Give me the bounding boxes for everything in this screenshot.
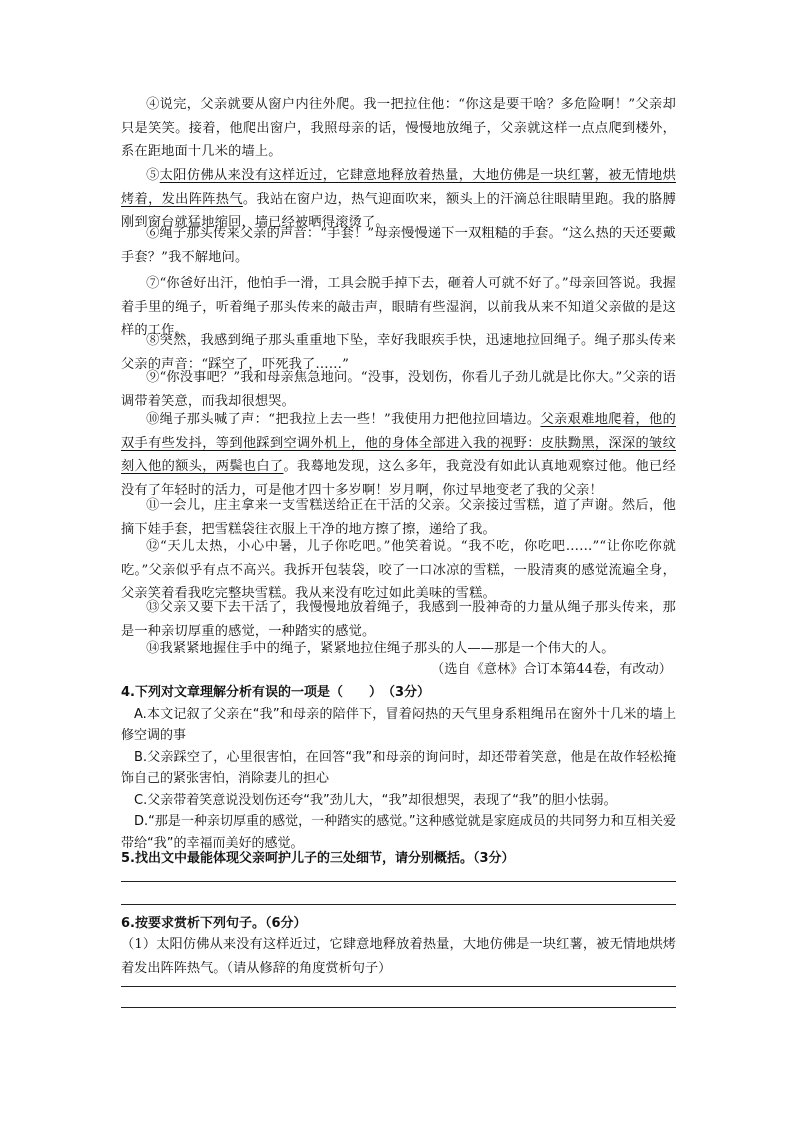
paragraph-10-lead: ⑩绳子那头喊了声：“把我拉上去一些！”我使用力把他拉回墙边。	[146, 412, 541, 427]
question-4-option-a: A.本文记叙了父亲在“我”和母亲的陪伴下，冒着闷热的天气里身系粗绳吊在窗外十几米的墙上修空调的事	[121, 706, 676, 743]
answer-line[interactable]	[121, 904, 676, 905]
paragraph-11-text: ⑪一会儿，庄主拿来一支雪糕送给正在干活的父亲。父亲接过雪糕，道了声谢。然后，他摘下娃手套，把雪糕袋往衣服上干净的地方擦了擦，递给了我。	[121, 498, 676, 537]
question-6-sub-1: （1）太阳仿佛从来没有这样近过，它肆意地释放着热量，大地仿佛是一块红薯，被无情地烘烤着发出阵阵热气。（请从修辞的角度赏析句子）	[121, 937, 676, 976]
paragraph-14-text: ⑭我紧紧地握住手中的绳子，紧紧地拉住绳子那头的人——那是一个伟大的人。	[146, 641, 615, 656]
paragraph-12	[121, 535, 676, 606]
question-4-option-c: C.父亲带着笑意说没划伤还夸“我”劲儿大，“我”却很想哭，表现了“我”的胆小怯弱。	[134, 792, 617, 808]
question-4-option-b: B.父亲踩空了，心里很害怕，在回答“我”和母亲的询问时，却还带着笑意，他是在故作轻松掩饰自己的紧张害怕，消除妻儿的担心	[121, 749, 676, 786]
answer-line[interactable]	[121, 1007, 676, 1008]
paragraph-8-text: ⑧突然，我感到绳子那头重重地下坠，幸好我眼疾手快，迅速地拉回绳子。绳子那头传来父亲的声音：“踩空了，吓死我了……”	[121, 333, 676, 372]
paragraph-10	[121, 408, 676, 502]
paragraph-12-text: ⑫“天儿太热，小心中暑，儿子你吃吧。”他笑着说。“我不吃，你吃吧……”“让你吃你就吃。”父亲似乎有点不高兴。我拆开包装袋，咬了一口冰凉的雪糕，一股清爽的感觉流遍全身，父亲笑着看我吃完整块雪糕。我从来没有吃过如此美味的雪糕。	[121, 539, 676, 601]
paragraph-4-text: ④说完，父亲就要从窗户内往外爬。我一把拉住他：“你这是要干啥？多危险啊！”父亲却只是笑笑。接着，他爬出窗户，我照母亲的话，慢慢地放绳子，父亲就这样一点点爬到楼外，系在距地面十几米的墙上。	[121, 97, 676, 159]
underlined-sentence-1: 太阳仿佛从来没有这样近过，它肆意地释放着热量，大地仿佛是一块红薯，被无情地烘烤着，发出阵阵热气	[121, 168, 676, 207]
paragraph-11	[121, 494, 676, 541]
paragraph-9	[121, 366, 676, 413]
paragraph-5-text: 。我站在窗户边，热气迎面吹来，额头上的汗滴总往眼睛里跑。我的胳膊刚到窗台就猛地缩回，墙已经被晒得滚烫了。	[121, 191, 676, 230]
answer-line[interactable]	[121, 881, 676, 882]
question-5-title: 5.找出文中最能体现父亲呵护儿子的三处细节，请分别概括。（3分）	[121, 851, 515, 866]
paragraph-9-text: ⑨“你没事吧？”我和母亲焦急地问。“没事，没划伤，你看儿子劲儿就是比你大。”父亲的语调带着笑意，而我却很想哭。	[121, 370, 676, 409]
paragraph-6	[121, 222, 676, 269]
answer-line[interactable]	[121, 986, 676, 987]
paragraph-10-text: 。我蓦地发现，这么多年，我竟没有如此认真地观察过他。他已经没有了年轻时的活力，可是他才四十多岁啊！岁月啊，你过早地变老了我的父亲！	[121, 459, 676, 498]
paragraph-6-text: ⑥绳子那头传来父亲的声音：“手套！”母亲慢慢递下一双粗糙的手套。“这么热的天还要戴手套？”我不解地问。	[121, 226, 676, 265]
paragraph-4	[121, 93, 676, 164]
paragraph-13-text: ⑬父亲又要下去干活了，我慢慢地放着绳子，我感到一股神奇的力量从绳子那头传来，那是一种亲切厚重的感觉，一种踏实的感觉。	[121, 600, 676, 639]
underlined-sentence-2: 父亲艰难地爬着，他的双手有些发抖，等到他踩到空调外机上，他的身体全部进入我的视野：皮肤黝黑，深深的皱纹刻入他的额头，两鬓也白了	[121, 412, 676, 474]
paragraph-5-number: ⑤	[146, 168, 160, 183]
question-4	[121, 682, 676, 854]
source-citation: （选自《意林》合订本第44卷，有改动）	[431, 662, 672, 677]
question-6-title: 6.按要求赏析下列句子。（6分）	[121, 916, 307, 931]
paragraph-7-text: ⑦“你爸好出汗，他怕手一滑，工具会脱手掉下去，砸着人可就不好了。”母亲回答说。我握着手里的绳子，听着绳子那头传来的敲击声，眼睛有些湿润，以前我从来不知道父亲做的是这样的工作。	[121, 276, 676, 338]
question-4-option-d: D.“那是一种亲切厚重的感觉，一种踏实的感觉。”这种感觉就是家庭成员的共同努力和互相关爱带给“我”的幸福而美好的感觉。	[121, 814, 676, 851]
paragraph-13	[121, 596, 676, 643]
question-4-title: 4.下列对文章理解分析有误的一项是（ ） （3分）	[121, 685, 431, 700]
paragraph-14	[121, 637, 676, 661]
